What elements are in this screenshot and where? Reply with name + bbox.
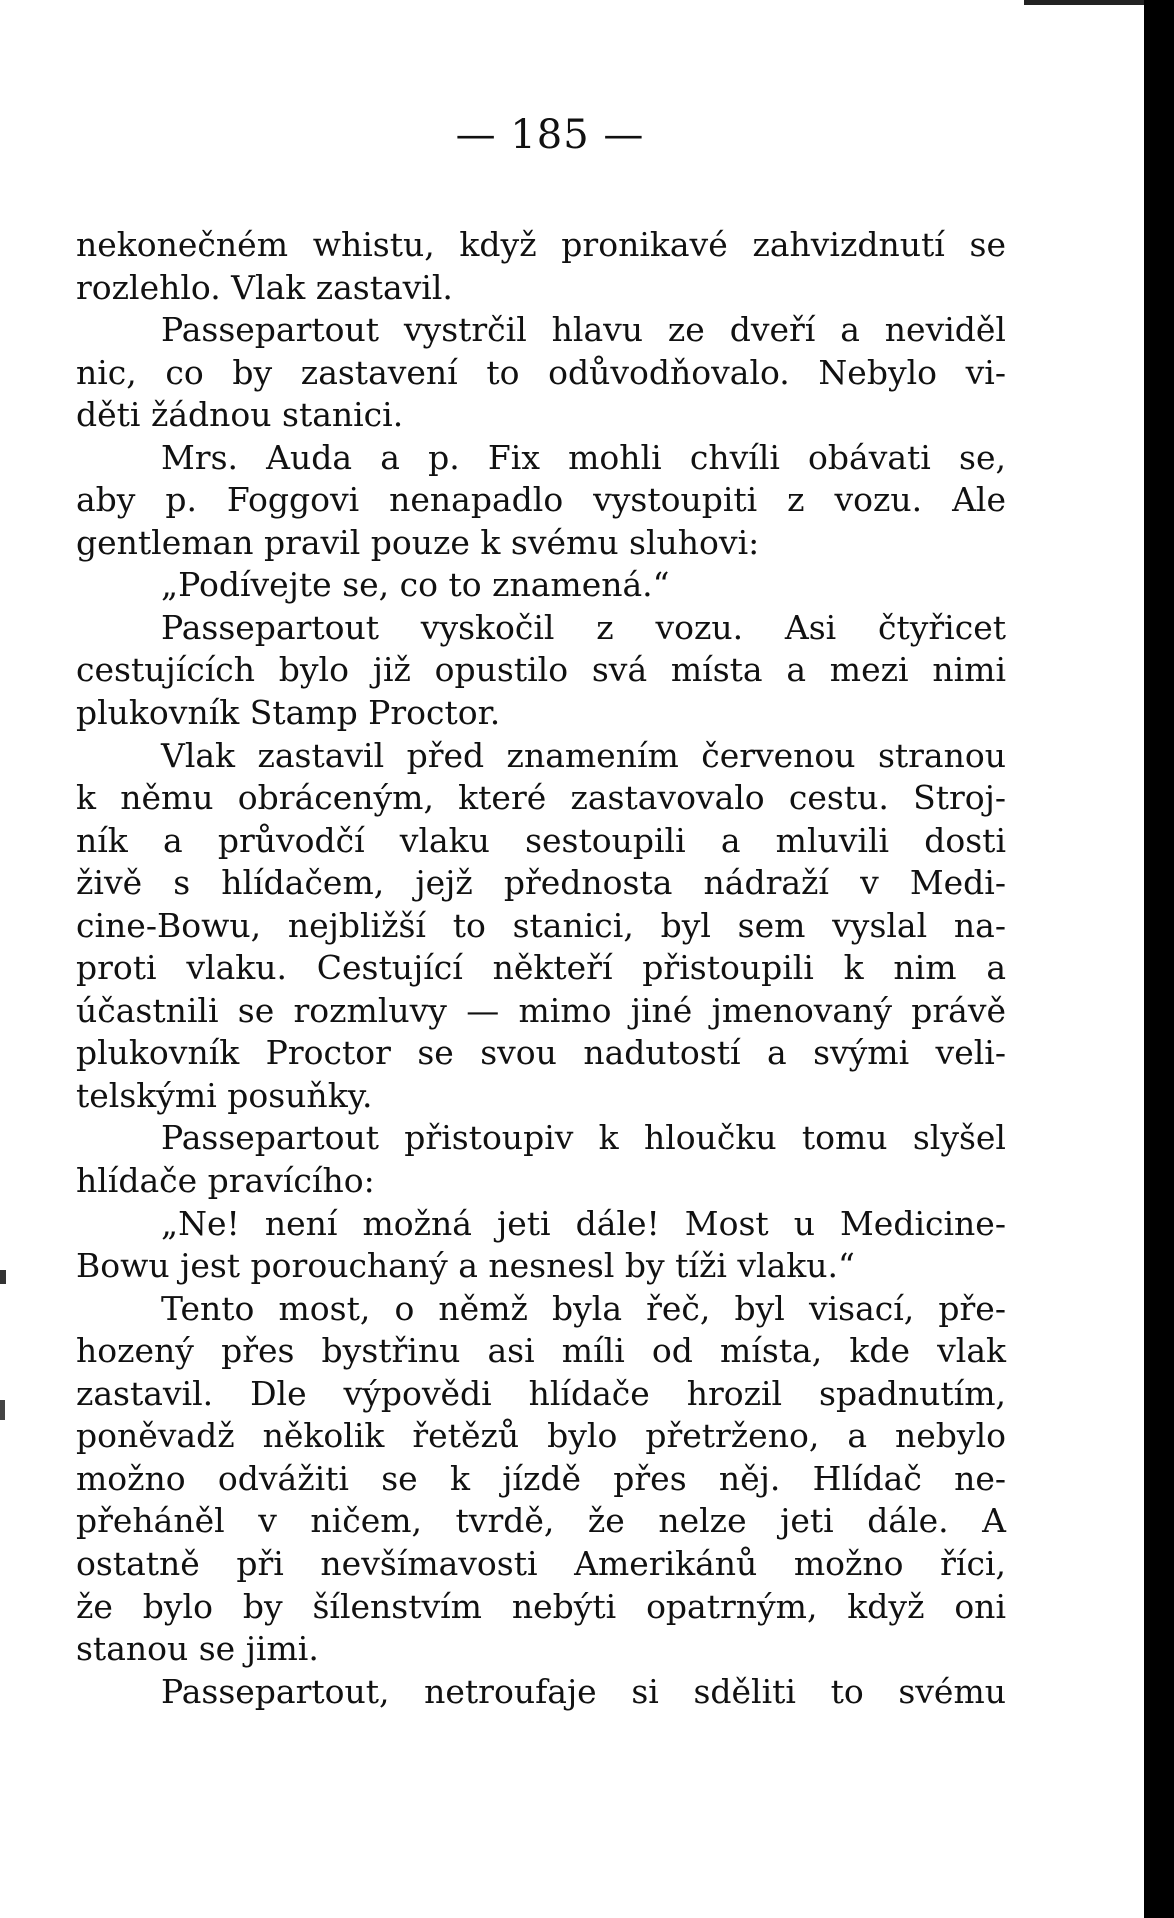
text-line: Passepartout vyskočil z vozu. Asi čtyřicet — [161, 607, 1006, 647]
text-line: Bowu jest porouchaný a nesnesl by tíži vlaku.“ — [76, 1246, 855, 1286]
text-line: účastnili se rozmluvy — mimo jiné jmenovaný právě — [76, 990, 1006, 1030]
body-text — [76, 224, 1006, 1713]
text-line: „Podívejte se, co to znamená.“ — [161, 565, 670, 605]
text-line: rozlehlo. Vlak zastavil. — [76, 267, 453, 307]
text-line: přeháněl v ničem, tvrdě, že nelze jeti dále. A — [76, 1501, 1006, 1541]
scan-edge-top — [1024, 0, 1144, 5]
text-line: možno odvážiti se k jízdě přes něj. Hlídač ne- — [76, 1458, 1006, 1498]
text-line: gentleman pravil pouze k svému sluhovi: — [76, 522, 760, 562]
text-line: ník a průvodčí vlaku sestoupili a mluvili dosti — [76, 820, 1006, 860]
text-line: nic, co by zastavení to odůvodňovalo. Nebylo vi- — [76, 352, 1006, 392]
text-line: Passepartout vystrčil hlavu ze dveří a neviděl — [161, 310, 1006, 350]
text-line: že bylo by šílenstvím nebýti opatrným, když oni — [76, 1586, 1006, 1626]
text-line: živě s hlídačem, jejž přednosta nádraží v Medi- — [76, 863, 1006, 903]
text-line: ostatně při nevšímavosti Amerikánů možno říci, — [76, 1543, 1006, 1583]
text-line: děti žádnou stanici. — [76, 395, 404, 435]
text-line: cestujících bylo již opustilo svá místa a mezi nimi — [76, 650, 1006, 690]
text-line: „Ne! není možná jeti dále! Most u Medicine- — [161, 1203, 1006, 1243]
text-line: Passepartout přistoupiv k hloučku tomu slyšel — [161, 1118, 1006, 1158]
text-line: proti vlaku. Cestující někteří přistoupili k nim a — [76, 948, 1006, 988]
text-line: aby p. Foggovi nenapadlo vystoupiti z vozu. Ale — [76, 480, 1006, 520]
text-line: Passepartout, netroufaje si sděliti to svému — [161, 1671, 1006, 1711]
text-line: Vlak zastavil před znamením červenou stranou — [161, 735, 1006, 775]
scan-mark — [0, 1400, 5, 1420]
text-line: Tento most, o němž byla řeč, byl visací, pře- — [161, 1288, 1006, 1328]
scan-mark — [0, 1270, 6, 1284]
text-line: stanou se jimi. — [76, 1629, 319, 1669]
text-line: hozený přes bystřinu asi míli od místa, kde vlak — [76, 1331, 1006, 1371]
text-line: hlídače pravícího: — [76, 1161, 375, 1201]
text-line: Mrs. Auda a p. Fix mohli chvíli obávati se, — [161, 437, 1006, 477]
scan-edge-right — [1144, 0, 1174, 1918]
page-number: — 185 — — [455, 112, 645, 158]
text-line: nekonečném whistu, když pronikavé zahvizdnutí se — [76, 225, 1006, 264]
text-line: zastavil. Dle výpovědi hlídače hrozil spadnutím, — [76, 1373, 1006, 1413]
text-line: cine-Bowu, nejbližší to stanici, byl sem vyslal na- — [76, 905, 1006, 945]
text-line: telskými posuňky. — [76, 1075, 373, 1115]
text-line: k němu obráceným, které zastavovalo cestu. Stroj- — [76, 778, 1006, 818]
text-line: plukovník Stamp Proctor. — [76, 693, 501, 733]
text-line: poněvadž několik řetězů bylo přetrženo, a nebylo — [76, 1416, 1006, 1456]
text-line: plukovník Proctor se svou nadutostí a svými veli- — [76, 1033, 1006, 1073]
